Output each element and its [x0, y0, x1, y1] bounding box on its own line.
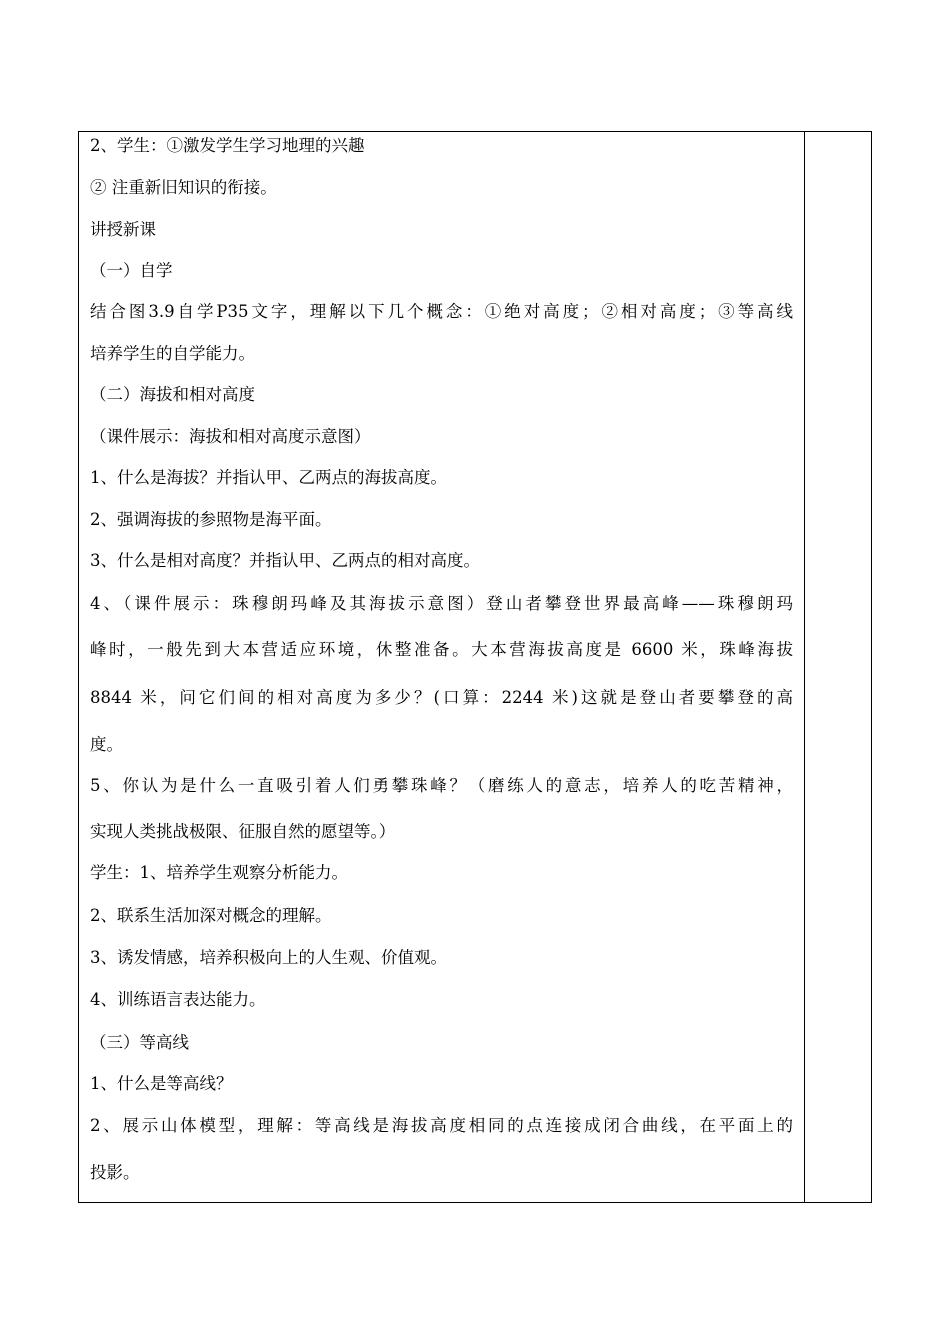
text-line: 4、（课件展示：珠穆朗玛峰及其海拔示意图）登山者攀登世界最高峰——珠穆朗玛	[90, 594, 793, 613]
text-line: 结合图3.9自学P35文字，理解以下几个概念：①绝对高度；②相对高度；③等高线	[90, 302, 793, 321]
text-line: （二）海拔和相对高度	[90, 385, 255, 404]
text-line: 2、联系生活加深对概念的理解。	[90, 906, 332, 925]
text-line: 5、你认为是什么一直吸引着人们勇攀珠峰？（磨练人的意志，培养人的吃苦精神，	[90, 776, 793, 795]
text-line: 3、诱发情感，培养积极向上的人生观、价值观。	[90, 948, 447, 967]
text-line: 1、什么是等高线？	[90, 1074, 233, 1093]
text-line: 4、训练语言表达能力。	[90, 990, 266, 1009]
lesson-plan-table	[78, 131, 872, 1203]
text-line: 讲授新课	[90, 220, 156, 239]
text-line: 度。	[90, 735, 123, 754]
text-line: （一）自学	[90, 261, 173, 280]
text-line: （课件展示：海拔和相对高度示意图）	[90, 427, 371, 446]
column-divider	[804, 132, 805, 1202]
text-line: 学生：1、培养学生观察分析能力。	[90, 863, 348, 882]
text-line: 8844 米，问它们间的相对高度为多少？(口算：2244 米)这就是登山者要攀登的高	[90, 688, 793, 707]
text-line: 2、学生：①激发学生学习地理的兴趣	[90, 136, 365, 155]
text-line: 3、什么是相对高度？并指认甲、乙两点的相对高度。	[90, 551, 480, 570]
text-line: 2、强调海拔的参照物是海平面。	[90, 510, 332, 529]
text-line: （三）等高线	[90, 1033, 189, 1052]
text-line: 培养学生的自学能力。	[90, 344, 255, 363]
text-line: 2、展示山体模型，理解：等高线是海拔高度相同的点连接成闭合曲线，在平面上的	[90, 1116, 793, 1135]
text-line: 峰时，一般先到大本营适应环境，休整准备。大本营海拔高度是 6600 米，珠峰海拔	[90, 640, 793, 659]
text-line: 投影。	[90, 1163, 140, 1182]
text-line: ② 注重新旧知识的衔接。	[90, 178, 277, 197]
text-line: 实现人类挑战极限、征服自然的愿望等。）	[90, 822, 396, 841]
text-line: 1、什么是海拔？并指认甲、乙两点的海拔高度。	[90, 468, 447, 487]
main-content-cell	[79, 132, 804, 1202]
